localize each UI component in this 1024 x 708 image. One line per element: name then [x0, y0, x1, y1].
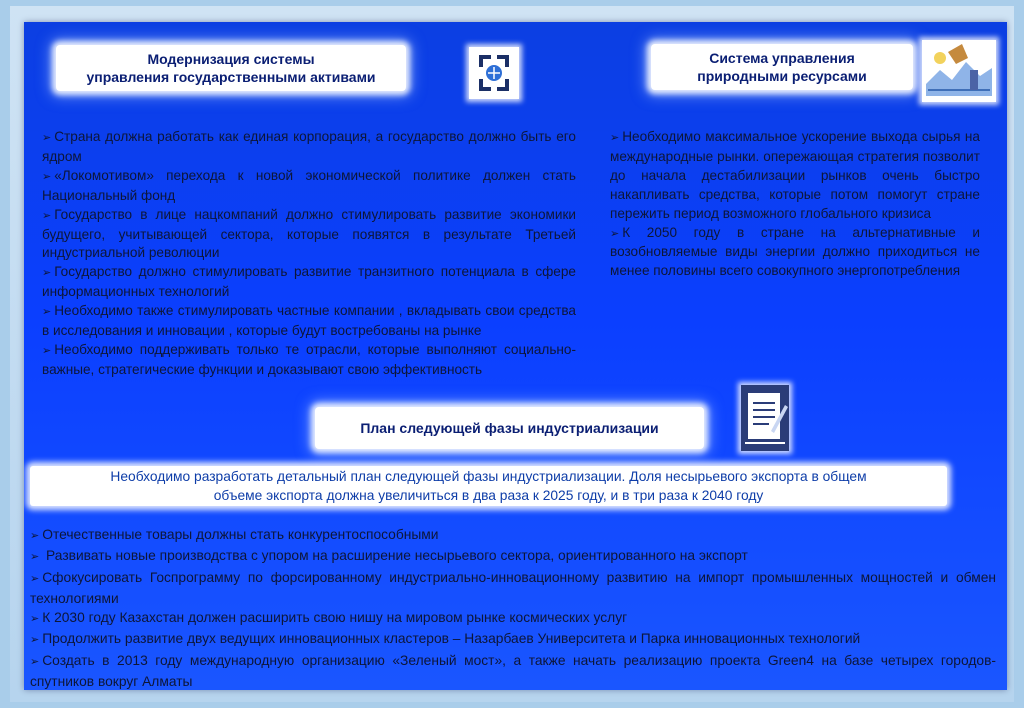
natural-resources-icon	[922, 40, 996, 102]
list-item: ➢ «Локомотивом» перехода к новой экономической политике должен стать Национальный фонд	[42, 167, 576, 203]
right-bullet-list	[610, 128, 980, 281]
asset-management-icon	[469, 47, 519, 99]
note-line-1: Необходимо разработать детальный план следующей фазы индустриализации. Доля несырьевого экспорта в общем	[110, 469, 867, 484]
title-industrialization-plan	[315, 407, 704, 449]
list-item: ➢ К 2050 году в стране на альтернативные и возобновляемые виды энергии должно приходиться не менее половины всего совокупного энергопотребления	[610, 224, 980, 279]
title-natural-resources-line2: природными ресурсами	[697, 68, 867, 84]
list-item: ➢ Страна должна работать как единая корпорация, а государство должно быть его ядром	[42, 129, 576, 164]
bullet-arrow-icon: ➢	[30, 551, 40, 564]
list-item: ➢ Необходимо также стимулировать частные компании , вкладывать свои средства в исследования и инновации , которые будут востребованы на рынке	[42, 303, 576, 339]
title-natural-resources-line1: Система управления	[709, 50, 855, 66]
bullet-arrow-icon: ➢	[42, 306, 52, 319]
slide	[24, 22, 1007, 690]
bullet-arrow-icon: ➢	[30, 613, 40, 626]
list-item: ➢ Развивать новые производства с упором на расширение несырьевого сектора, ориентированного на экспорт	[30, 548, 748, 564]
bullet-arrow-icon: ➢	[30, 655, 40, 668]
title-natural-resources	[651, 44, 913, 90]
bullet-arrow-icon: ➢	[30, 634, 40, 647]
list-item: ➢ Сфокусировать Госпрограмму по форсированному индустриально-инновационному развитию на импорт промышленных мощностей и обмен технологиями	[30, 569, 996, 606]
title-asset-management-line2: управления государственными активами	[86, 69, 376, 85]
bullet-arrow-icon: ➢	[30, 572, 40, 585]
title-asset-management	[56, 45, 406, 91]
list-item: ➢ Создать в 2013 году международную организацию «Зеленый мост», а также начать реализацию проекта Green4 на базе четырех городов-спутников вокруг Алматы	[30, 652, 996, 690]
industrialization-note	[30, 466, 947, 506]
bullet-arrow-icon: ➢	[42, 209, 52, 222]
bullet-arrow-icon: ➢	[610, 227, 620, 240]
bullet-arrow-icon: ➢	[610, 132, 620, 144]
list-item: ➢ К 2030 году Казахстан должен расширить свою нишу на мировом рынке космических услуг	[30, 610, 628, 626]
bullet-arrow-icon: ➢	[42, 132, 52, 144]
document-pen-icon	[741, 385, 789, 451]
bullet-arrow-icon: ➢	[42, 170, 52, 183]
list-item: ➢ Продолжить развитие двух ведущих инновационных кластеров – Назарбаев Университета и Парка инновационных технологий	[30, 631, 861, 647]
note-line-2: объеме экспорта должна увеличиться в два раза к 2025 году, и в три раза к 2040 году	[213, 488, 764, 503]
list-item: ➢ Необходимо максимальное ускорение выхода сырья на международные рынки. опережающая стратегия позволит до начала дестабилизации рынков очень быстро накапливать средства, которые потом помогут стране пережить период возможного глобального кризиса	[610, 129, 980, 221]
list-item: ➢ Государство в лице нацкомпаний должно стимулировать развитие экономики будущего, учитывающей сектора, которые появятся в результате Третьей индустриальной революции	[42, 206, 576, 261]
bottom-bullet-list	[30, 525, 996, 690]
title-asset-management-line1: Модернизация системы	[147, 51, 315, 67]
list-item: ➢ Необходимо поддерживать только те отрасли, которые выполняют социально-важные, стратегические функции и доказывают свою эффективность	[42, 341, 576, 377]
left-bullet-list	[42, 128, 576, 380]
bullet-arrow-icon: ➢	[42, 267, 52, 280]
bullet-arrow-icon: ➢	[30, 530, 40, 542]
bullet-arrow-icon: ➢	[42, 344, 52, 357]
list-item: ➢ Государство должно стимулировать развитие транзитного потенциала в сфере информационных технологий	[42, 264, 576, 300]
title-industrialization-plan-text: План следующей фазы индустриализации	[360, 420, 659, 436]
list-item: ➢ Отечественные товары должны стать конкурентоспособными	[30, 527, 439, 542]
